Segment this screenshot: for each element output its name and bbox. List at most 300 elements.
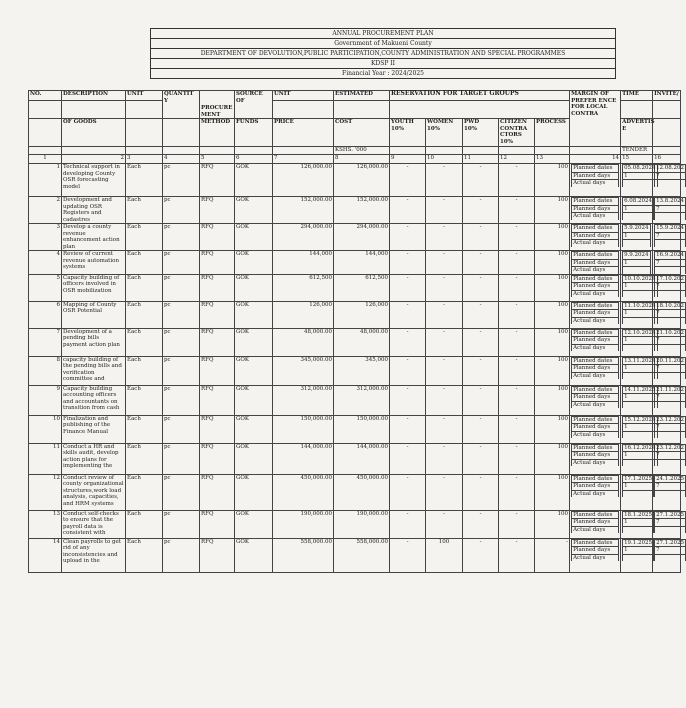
col-header-advertise: ADVERTIS E bbox=[621, 119, 653, 147]
col-header-funds: FUNDS bbox=[235, 119, 273, 147]
open-date: 12.08.202 bbox=[656, 165, 685, 171]
item-margin: 100 bbox=[535, 415, 570, 443]
planned-days-label: Planned days bbox=[572, 547, 619, 555]
item-quantity: pc bbox=[163, 164, 200, 197]
item-citizen: - bbox=[499, 274, 535, 301]
item-funds: GOK bbox=[235, 328, 273, 356]
open-days: 7 bbox=[655, 310, 686, 318]
item-unit: Each bbox=[126, 538, 163, 572]
item-estimated-cost: 294,000.00 bbox=[334, 224, 390, 251]
item-estimated-cost: 144,000 bbox=[334, 251, 390, 275]
item-youth: - bbox=[390, 385, 426, 415]
item-description: Develop a county revenue enhancement action plan bbox=[62, 224, 126, 251]
item-time-process bbox=[570, 538, 621, 572]
item-pwd: - bbox=[463, 251, 499, 275]
col-header-quantity: QUANTIT Y bbox=[163, 91, 200, 119]
col-header-invite: INVITE/ bbox=[653, 91, 681, 101]
item-description: Capacity building accounting officers and accountants on transition from cash bbox=[62, 385, 126, 415]
column-number-row bbox=[29, 155, 681, 164]
item-funds: GOK bbox=[235, 443, 273, 474]
item-youth: - bbox=[390, 164, 426, 197]
col-header-unit: UNIT bbox=[126, 91, 163, 101]
item-pwd: - bbox=[463, 510, 499, 538]
open-days: 7 bbox=[655, 365, 686, 373]
item-funds: GOK bbox=[235, 301, 273, 328]
item-estimated-cost: 150,000.00 bbox=[334, 415, 390, 443]
item-open-tender bbox=[653, 251, 685, 275]
item-funds: GOK bbox=[235, 356, 273, 385]
invite-days: 1 bbox=[623, 337, 658, 345]
item-women: - bbox=[426, 301, 463, 328]
table-row bbox=[29, 251, 681, 275]
item-citizen: - bbox=[499, 224, 535, 251]
planned-dates-label: Planned dates bbox=[572, 329, 619, 337]
item-time-process bbox=[570, 301, 621, 328]
item-method: RFQ bbox=[200, 510, 235, 538]
invite-date: 9.9.2024 bbox=[624, 252, 649, 258]
table-row bbox=[29, 164, 681, 197]
item-margin: - bbox=[535, 538, 570, 572]
planned-dates-label: Planned dates bbox=[572, 416, 619, 424]
open-days: 7 bbox=[655, 452, 686, 460]
item-quantity: pc bbox=[163, 251, 200, 275]
government-name: Government of Makueni County bbox=[151, 39, 615, 49]
actual-days-label: Actual days bbox=[572, 459, 619, 466]
item-quantity: pc bbox=[163, 197, 200, 224]
item-unit-price: 126,000.00 bbox=[273, 164, 334, 197]
item-method: RFQ bbox=[200, 443, 235, 474]
item-funds: GOK bbox=[235, 164, 273, 197]
item-method: RFQ bbox=[200, 538, 235, 572]
actual-days-label: Actual days bbox=[572, 554, 619, 561]
item-method: RFQ bbox=[200, 474, 235, 510]
item-time-process bbox=[570, 274, 621, 301]
item-invite-advertise bbox=[621, 356, 656, 385]
item-invite-advertise bbox=[621, 443, 656, 474]
col-number: 15 bbox=[621, 155, 653, 164]
item-invite-advertise bbox=[621, 274, 656, 301]
item-number: 8 bbox=[29, 356, 62, 385]
item-estimated-cost: 450,000.00 bbox=[334, 474, 390, 510]
invite-date: 12.10.2024 bbox=[624, 329, 656, 336]
item-invite-advertise bbox=[621, 301, 656, 328]
item-pwd: - bbox=[463, 301, 499, 328]
item-open-tender bbox=[653, 385, 685, 415]
item-unit-price: 144,000.00 bbox=[273, 443, 334, 474]
planned-days-label: Planned days bbox=[572, 259, 619, 267]
item-unit-price: 294,000.00 bbox=[273, 224, 334, 251]
invite-date: 11.10.2024 bbox=[624, 302, 656, 309]
item-method: RFQ bbox=[200, 164, 235, 197]
open-days: 7 bbox=[655, 424, 686, 432]
col-header-youth: YOUTH 10% bbox=[390, 119, 426, 147]
col-header-women: WOMEN 10% bbox=[426, 119, 463, 147]
item-unit: Each bbox=[126, 474, 163, 510]
col-number: 13 bbox=[535, 155, 570, 164]
planned-days-label: Planned days bbox=[572, 483, 619, 491]
item-citizen: - bbox=[499, 474, 535, 510]
item-estimated-cost: 152,000.00 bbox=[334, 197, 390, 224]
planned-days-label: Planned days bbox=[572, 394, 619, 402]
item-margin: 100 bbox=[535, 251, 570, 275]
item-quantity: pc bbox=[163, 474, 200, 510]
planned-dates-label: Planned dates bbox=[572, 225, 619, 233]
item-citizen: - bbox=[499, 415, 535, 443]
item-time-process bbox=[570, 443, 621, 474]
item-funds: GOK bbox=[235, 224, 273, 251]
planned-dates-label: Planned dates bbox=[572, 386, 619, 394]
item-margin: 100 bbox=[535, 474, 570, 510]
item-estimated-cost: 612,500 bbox=[334, 274, 390, 301]
item-method: RFQ bbox=[200, 301, 235, 328]
invite-days: 1 bbox=[623, 452, 658, 460]
item-youth: - bbox=[390, 474, 426, 510]
item-invite-advertise bbox=[621, 197, 653, 224]
planned-days-label: Planned days bbox=[572, 283, 619, 291]
planned-dates-label: Planned dates bbox=[572, 302, 619, 310]
item-margin: 100 bbox=[535, 224, 570, 251]
open-date: 17.10.202 bbox=[656, 275, 685, 282]
item-pwd: - bbox=[463, 356, 499, 385]
item-citizen: - bbox=[499, 385, 535, 415]
invite-days: 1 bbox=[623, 365, 658, 373]
item-number: 9 bbox=[29, 385, 62, 415]
invite-date: 5.9.2024 bbox=[624, 225, 649, 231]
actual-days-label: Actual days bbox=[572, 290, 619, 297]
planned-days-label: Planned days bbox=[572, 337, 619, 345]
item-youth: - bbox=[390, 356, 426, 385]
item-open-tender bbox=[653, 328, 685, 356]
planned-days-label: Planned days bbox=[572, 172, 619, 180]
item-invite-advertise bbox=[621, 164, 656, 197]
item-time-process bbox=[570, 164, 621, 197]
invite-days: 1 bbox=[623, 547, 654, 555]
planned-days-label: Planned days bbox=[572, 452, 619, 460]
item-description: Finalization and publishing of the Finance Manual bbox=[62, 415, 126, 443]
col-header-procurement: PROCURE MENT bbox=[200, 91, 235, 119]
invite-date: 15.12.2024 bbox=[624, 416, 656, 423]
item-margin: 100 bbox=[535, 356, 570, 385]
open-date: 13.8.2024 bbox=[656, 198, 685, 204]
table-row bbox=[29, 415, 681, 443]
item-invite-advertise bbox=[621, 415, 656, 443]
item-women: - bbox=[426, 164, 463, 197]
item-funds: GOK bbox=[235, 197, 273, 224]
item-margin: 100 bbox=[535, 197, 570, 224]
item-quantity: pc bbox=[163, 224, 200, 251]
item-number: 13 bbox=[29, 510, 62, 538]
item-unit: Each bbox=[126, 356, 163, 385]
item-method: RFQ bbox=[200, 224, 235, 251]
open-date: 27.1.2025 bbox=[656, 511, 685, 518]
item-open-tender bbox=[653, 301, 685, 328]
item-time-process bbox=[570, 197, 621, 224]
planned-dates-label: Planned dates bbox=[572, 357, 619, 365]
item-time-process bbox=[570, 251, 621, 275]
item-pwd: - bbox=[463, 328, 499, 356]
table-row bbox=[29, 538, 681, 572]
item-open-tender bbox=[653, 510, 685, 538]
item-quantity: pc bbox=[163, 274, 200, 301]
invite-days: 1 bbox=[623, 283, 658, 291]
item-number: 4 bbox=[29, 251, 62, 275]
item-open-tender bbox=[653, 224, 685, 251]
item-quantity: pc bbox=[163, 538, 200, 572]
col-number: 10 bbox=[426, 155, 463, 164]
item-number: 12 bbox=[29, 474, 62, 510]
col-number: 9 bbox=[390, 155, 426, 164]
invite-date: 13.11.2024 bbox=[624, 357, 656, 364]
item-youth: - bbox=[390, 274, 426, 301]
invite-days: 1 bbox=[623, 310, 658, 318]
item-quantity: pc bbox=[163, 301, 200, 328]
item-description: Capacity building of officers involved in OSR mobilization bbox=[62, 274, 126, 301]
item-time-process bbox=[570, 356, 621, 385]
table-row bbox=[29, 356, 681, 385]
item-time-process bbox=[570, 510, 621, 538]
item-pwd: - bbox=[463, 164, 499, 197]
item-citizen: - bbox=[499, 164, 535, 197]
item-invite-advertise bbox=[621, 251, 653, 275]
item-time-process bbox=[570, 385, 621, 415]
item-youth: - bbox=[390, 328, 426, 356]
item-unit-price: 126,000 bbox=[273, 301, 334, 328]
col-header-pwd: PWD 10% bbox=[463, 119, 499, 147]
item-margin: 100 bbox=[535, 385, 570, 415]
item-description: Conduct review of county organizational structures,work load analysis, capacities, and HRM systems bbox=[62, 474, 126, 510]
item-number: 7 bbox=[29, 328, 62, 356]
open-days: 7 bbox=[655, 205, 686, 213]
item-funds: GOK bbox=[235, 251, 273, 275]
item-women: - bbox=[426, 474, 463, 510]
item-funds: GOK bbox=[235, 385, 273, 415]
item-women: - bbox=[426, 510, 463, 538]
col-header-estimated: ESTIMATED bbox=[334, 91, 390, 101]
item-women: - bbox=[426, 385, 463, 415]
open-date: 21.10.202 bbox=[656, 329, 685, 336]
invite-days: 1 bbox=[623, 232, 651, 240]
item-open-tender bbox=[653, 443, 685, 474]
item-method: RFQ bbox=[200, 385, 235, 415]
invite-date: 17.1.2025 bbox=[624, 475, 653, 482]
item-unit: Each bbox=[126, 224, 163, 251]
open-days: 7 bbox=[655, 337, 686, 345]
item-method: RFQ bbox=[200, 328, 235, 356]
item-unit-price: 450,000.00 bbox=[273, 474, 334, 510]
department-name: DEPARTMENT OF DEVOLUTION,PUBLIC PARTICIPATION,COUNTY ADMINISTRATION AND SPECIAL PROGRAMMES bbox=[151, 49, 615, 59]
planned-dates-label: Planned dates bbox=[572, 475, 619, 483]
item-funds: GOK bbox=[235, 538, 273, 572]
col-header-unit2: UNIT bbox=[273, 91, 334, 101]
item-women: - bbox=[426, 356, 463, 385]
item-quantity: pc bbox=[163, 443, 200, 474]
open-date: 20.11.202 bbox=[656, 357, 685, 364]
col-header-citizen: CITIZEN CONTRA CTORS 10% bbox=[499, 119, 535, 147]
item-pwd: - bbox=[463, 274, 499, 301]
currency-label: KSHS. '000 bbox=[334, 147, 390, 155]
item-margin: 100 bbox=[535, 274, 570, 301]
item-open-tender bbox=[653, 274, 685, 301]
invite-days: 1 bbox=[623, 519, 654, 527]
item-unit: Each bbox=[126, 328, 163, 356]
invite-date: 6.08.2024 bbox=[624, 198, 653, 204]
item-women: - bbox=[426, 197, 463, 224]
item-time-process bbox=[570, 328, 621, 356]
col-number: 2 bbox=[62, 155, 126, 164]
open-days: 7 bbox=[655, 483, 686, 491]
table-row bbox=[29, 385, 681, 415]
item-invite-advertise bbox=[621, 385, 656, 415]
planned-days-label: Planned days bbox=[572, 365, 619, 373]
item-unit-price: 612,500 bbox=[273, 274, 334, 301]
item-invite-advertise bbox=[621, 224, 653, 251]
item-invite-advertise bbox=[621, 474, 653, 510]
item-funds: GOK bbox=[235, 415, 273, 443]
item-unit-price: 150,000.00 bbox=[273, 415, 334, 443]
invite-days: 1 bbox=[623, 424, 658, 432]
open-date: 24.1.2025 bbox=[656, 475, 685, 482]
item-method: RFQ bbox=[200, 251, 235, 275]
open-days: 7 bbox=[655, 232, 686, 240]
item-youth: - bbox=[390, 538, 426, 572]
item-unit-price: 152,000.00 bbox=[273, 197, 334, 224]
item-open-tender bbox=[653, 538, 685, 572]
item-women: - bbox=[426, 251, 463, 275]
col-header-cost: COST bbox=[334, 119, 390, 147]
item-funds: GOK bbox=[235, 474, 273, 510]
item-invite-advertise bbox=[621, 510, 653, 538]
col-number: 16 bbox=[653, 155, 681, 164]
item-open-tender bbox=[653, 474, 685, 510]
planned-dates-label: Planned dates bbox=[572, 539, 619, 547]
item-number: 5 bbox=[29, 274, 62, 301]
table-row bbox=[29, 274, 681, 301]
planned-dates-label: Planned dates bbox=[572, 198, 619, 206]
item-quantity: pc bbox=[163, 328, 200, 356]
item-estimated-cost: 126,000 bbox=[334, 301, 390, 328]
item-funds: GOK bbox=[235, 510, 273, 538]
item-number: 2 bbox=[29, 197, 62, 224]
item-unit: Each bbox=[126, 197, 163, 224]
open-date: 23.12.202 bbox=[656, 416, 685, 423]
item-method: RFQ bbox=[200, 356, 235, 385]
col-number: 7 bbox=[273, 155, 334, 164]
item-number: 11 bbox=[29, 443, 62, 474]
invite-days: 1 bbox=[623, 172, 658, 180]
invite-days: 1 bbox=[623, 394, 658, 402]
col-header-description: DESCRIPTION bbox=[62, 91, 126, 101]
item-pwd: - bbox=[463, 415, 499, 443]
open-date: 16.9.2024 bbox=[656, 252, 685, 258]
item-citizen: - bbox=[499, 328, 535, 356]
item-unit: Each bbox=[126, 443, 163, 474]
item-unit: Each bbox=[126, 274, 163, 301]
actual-days-label: Actual days bbox=[572, 344, 619, 351]
item-citizen: - bbox=[499, 443, 535, 474]
item-women: - bbox=[426, 274, 463, 301]
item-number: 14 bbox=[29, 538, 62, 572]
item-description: Clean payrolls to get rid of any inconsistencies and upload in the bbox=[62, 538, 126, 572]
col-number: 6 bbox=[235, 155, 273, 164]
document-header bbox=[150, 28, 616, 79]
financial-year: Financial Year : 2024/2025 bbox=[342, 70, 424, 77]
open-days: 7 bbox=[655, 259, 686, 267]
item-youth: - bbox=[390, 510, 426, 538]
procurement-table bbox=[28, 90, 685, 573]
item-quantity: pc bbox=[163, 385, 200, 415]
item-unit-price: 144,000 bbox=[273, 251, 334, 275]
item-unit-price: 312,000.00 bbox=[273, 385, 334, 415]
col-header-reservation: RESERVATION FOR TARGET GROUPS bbox=[390, 91, 570, 101]
item-unit-price: 345,000.00 bbox=[273, 356, 334, 385]
invite-days: 1 bbox=[623, 205, 654, 213]
table-row bbox=[29, 328, 681, 356]
item-unit: Each bbox=[126, 415, 163, 443]
table-row bbox=[29, 443, 681, 474]
actual-days-label: Actual days bbox=[572, 526, 619, 533]
item-open-tender bbox=[653, 197, 685, 224]
item-margin: 100 bbox=[535, 443, 570, 474]
item-funds: GOK bbox=[235, 274, 273, 301]
invite-date: 16.12.2024 bbox=[624, 444, 656, 451]
col-number: 3 bbox=[126, 155, 163, 164]
item-unit: Each bbox=[126, 510, 163, 538]
open-days: 7 bbox=[655, 547, 686, 555]
item-description: Review of current revenue automation systems bbox=[62, 251, 126, 275]
item-pwd: - bbox=[463, 197, 499, 224]
item-pwd: - bbox=[463, 224, 499, 251]
table-row bbox=[29, 510, 681, 538]
item-citizen: - bbox=[499, 301, 535, 328]
open-days: 7 bbox=[655, 394, 686, 402]
item-number: 10 bbox=[29, 415, 62, 443]
item-estimated-cost: 126,000.00 bbox=[334, 164, 390, 197]
item-women: - bbox=[426, 224, 463, 251]
item-description: Conduct a HR and skills audit, develop action plans for implementing the bbox=[62, 443, 126, 474]
item-description: Technical support in developing County OSR forecasting model bbox=[62, 164, 126, 197]
col-number: 5 bbox=[200, 155, 235, 164]
table-row bbox=[29, 197, 681, 224]
invite-date: 10.10.2024 bbox=[624, 275, 656, 282]
item-women: - bbox=[426, 328, 463, 356]
item-description: Mapping of County OSR Potential bbox=[62, 301, 126, 328]
open-days: 7 bbox=[655, 283, 686, 291]
col-number: 14 bbox=[570, 155, 621, 164]
col-number: 11 bbox=[463, 155, 499, 164]
item-unit-price: 558,000.00 bbox=[273, 538, 334, 572]
item-unit: Each bbox=[126, 251, 163, 275]
item-description: capacity building of the pending bills and verification committee and bbox=[62, 356, 126, 385]
item-quantity: pc bbox=[163, 415, 200, 443]
open-date: 27.1.2025 bbox=[656, 539, 685, 546]
col-number: 8 bbox=[334, 155, 390, 164]
item-description: Development of a pending bills payment action plan bbox=[62, 328, 126, 356]
item-open-tender bbox=[653, 415, 685, 443]
item-margin: 100 bbox=[535, 301, 570, 328]
invite-date: 14.11.2025 bbox=[624, 386, 656, 393]
item-women: - bbox=[426, 443, 463, 474]
item-citizen: - bbox=[499, 356, 535, 385]
item-youth: - bbox=[390, 224, 426, 251]
item-invite-advertise bbox=[621, 328, 656, 356]
planned-days-label: Planned days bbox=[572, 205, 619, 213]
item-youth: - bbox=[390, 443, 426, 474]
item-estimated-cost: 558,000.00 bbox=[334, 538, 390, 572]
item-estimated-cost: 345,000 bbox=[334, 356, 390, 385]
open-date: 21.11.202 bbox=[656, 386, 685, 393]
item-time-process bbox=[570, 224, 621, 251]
item-invite-advertise bbox=[621, 538, 653, 572]
